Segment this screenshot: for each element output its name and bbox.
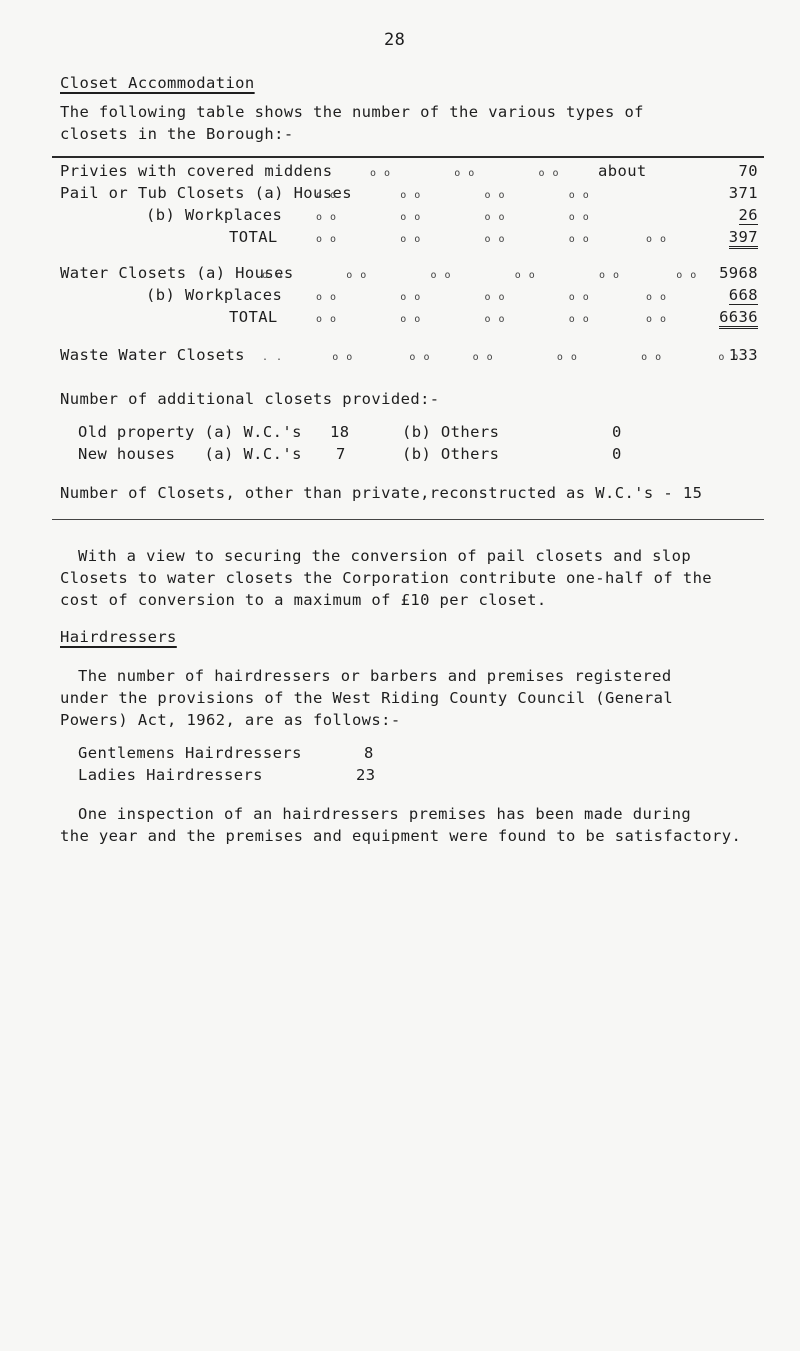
- row-wc-workplaces-label: (b) Workplaces: [146, 286, 283, 304]
- leader-dots: o o o o o o o o: [316, 212, 590, 223]
- hair-line3: Powers) Act, 1962, are as follows:-: [60, 711, 401, 729]
- leader-dots: . . o o o o o o o o o o o o: [262, 352, 740, 363]
- additional-old-b: 0: [612, 423, 622, 441]
- row-pail-total-label: TOTAL: [229, 228, 278, 246]
- closet-intro-line1: The following table shows the number of the various types of: [60, 103, 644, 121]
- leader-dots: o o o o o o o o o o: [316, 234, 668, 245]
- row-privies-prefix: about: [598, 162, 647, 180]
- row-wc-total-value: 6636: [719, 308, 758, 329]
- hair-gentlemen-label: Gentlemens Hairdressers: [78, 744, 302, 762]
- hair-inspection-line2: the year and the premises and equipment were found to be satisfactory.: [60, 827, 742, 845]
- row-wc-houses-label: Water Closets (a) Houses: [60, 264, 294, 282]
- additional-new-b: 0: [612, 445, 622, 463]
- row-wc-workplaces-value: 668: [728, 286, 758, 304]
- additional-new-a: 7: [336, 445, 346, 463]
- hair-gentlemen-value: 8: [364, 744, 374, 762]
- hair-ladies-label: Ladies Hairdressers: [78, 766, 263, 784]
- hair-ladies-value: 23: [356, 766, 376, 784]
- table-top-rule: [52, 156, 764, 158]
- row-pail-houses-label: Pail or Tub Closets (a) Houses: [60, 184, 352, 202]
- leader-dots: o o o o o o o o: [316, 190, 590, 201]
- reconstructed-line: Number of Closets, other than private,reconstructed as W.C.'s - 15: [60, 484, 703, 502]
- closet-intro-line2: closets in the Borough:-: [60, 125, 294, 143]
- leader-dots: o o o o o o o o o o o o: [262, 270, 698, 281]
- additional-new-b-label: (b) Others: [402, 445, 500, 463]
- hair-line1: The number of hairdressers or barbers and premises registered: [78, 667, 672, 685]
- row-privies-value: 70: [738, 162, 758, 180]
- page-number: 28: [384, 30, 406, 50]
- row-pail-total-value: 397: [729, 228, 758, 249]
- table-bottom-rule: [52, 519, 764, 520]
- additional-heading: Number of additional closets provided:-: [60, 390, 440, 408]
- additional-old-b-label: (b) Others: [402, 423, 500, 441]
- conversion-line3: cost of conversion to a maximum of £10 per closet.: [60, 591, 547, 609]
- conversion-line2: Closets to water closets the Corporation contribute one-half of the: [60, 569, 713, 587]
- leader-dots: o o o o o o: [370, 168, 560, 179]
- row-pail-workplaces-label: (b) Workplaces: [146, 206, 283, 224]
- leader-dots: o o o o o o o o o o: [316, 314, 668, 325]
- closet-heading: Closet Accommodation: [60, 74, 255, 92]
- additional-old-a: 18: [330, 423, 350, 441]
- additional-new-label: New houses (a) W.C.'s: [78, 445, 302, 463]
- row-waste-value: 133: [728, 346, 758, 364]
- row-wc-houses-value: 5968: [719, 264, 758, 282]
- hair-heading: Hairdressers: [60, 628, 177, 646]
- conversion-line1: With a view to securing the conversion of pail closets and slop: [78, 547, 692, 565]
- row-privies-label: Privies with covered middens: [60, 162, 333, 180]
- additional-old-label: Old property (a) W.C.'s: [78, 423, 302, 441]
- hair-inspection-line1: One inspection of an hairdressers premises has been made during: [78, 805, 692, 823]
- row-waste-label: Waste Water Closets: [60, 346, 245, 364]
- leader-dots: o o o o o o o o o o: [316, 292, 668, 303]
- row-pail-workplaces-value: 26: [738, 206, 758, 224]
- row-wc-total-label: TOTAL: [229, 308, 278, 326]
- hair-line2: under the provisions of the West Riding County Council (General: [60, 689, 674, 707]
- row-pail-houses-value: 371: [728, 184, 758, 202]
